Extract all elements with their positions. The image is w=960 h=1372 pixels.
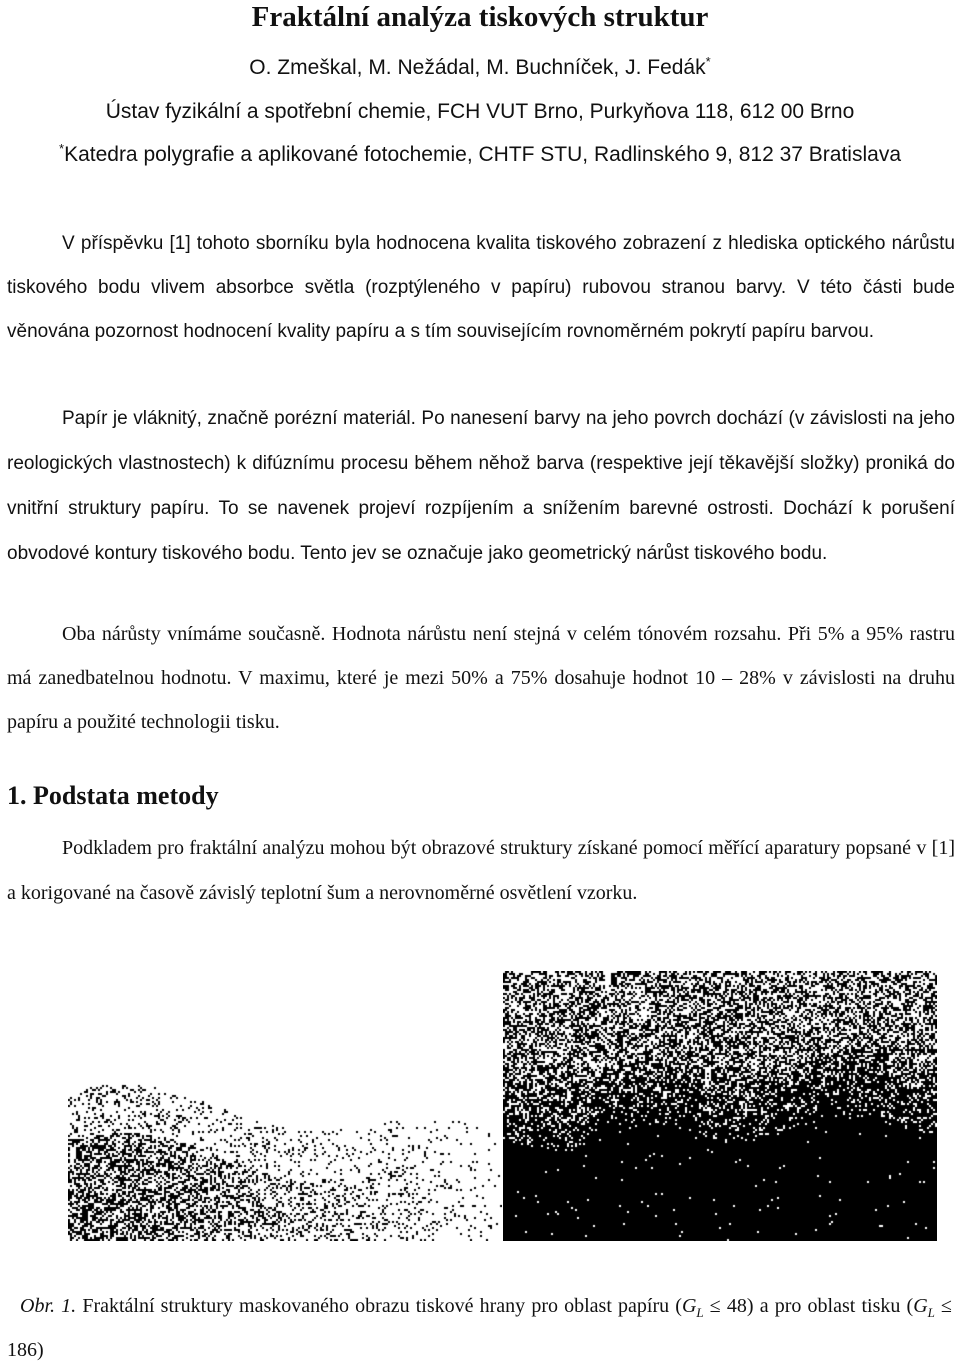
authors-line: [0, 56, 960, 80]
section-heading: 1. Podstata metody: [7, 781, 219, 810]
fractal-image-print: [503, 971, 937, 1241]
caption-symbol-gl-2: $G_L$: [913, 1295, 935, 1320]
caption-label: Obr. 1.: [20, 1295, 77, 1317]
paper-title: Fraktální analýza tiskových struktur: [251, 1, 709, 33]
paragraph-paper-structure-text: Papír je vláknitý, značně porézní materiál. Po nanesení barvy na jeho povrch dochází (v závislosti na jeho reologických vlastnostech) k difúznímu procesu během něhož barva (respektive její těkavější složky) proniká do vnitřní struktury papíru. To se navenek projeví rozpíjením a snížením barevné ostrosti. Dochází k porušení obvodové kontury tiskového bodu. Tento jev se označuje jako geometrický nárůst tiskového bodu.: [7, 408, 955, 564]
paragraph-paper-structure: [7, 396, 955, 576]
affiliation-2-line: [0, 143, 960, 167]
caption-text-b: ≤ 48) a pro oblast tisku (: [703, 1295, 914, 1317]
paragraph-intro: V příspěvku [1] tohoto sborníku byla hodnocena kvalita tiskového zobrazení z hlediska optického nárůstu tiskového bodu vlivem absorbce světla (rozptýleného v papíru) rubovou stranou barvy. V této části bude věnována pozornost hodnocení kvality papíru a s tím souvisejícím rovnoměrném pokrytí papíru barvou.: [7, 233, 955, 342]
authors-text: O. Zmeškal, M. Nežádal, M. Buchníček, J. Fedák: [249, 56, 706, 79]
caption-text-a: Fraktální struktury maskovaného obrazu tiskové hrany pro oblast papíru (: [76, 1295, 682, 1317]
affiliation-1: Ústav fyzikální a spotřební chemie, FCH VUT Brno, Purkyňova 118, 612 00 Brno: [105, 100, 855, 123]
fractal-image-paper: [68, 971, 502, 1241]
affiliation-2: Katedra polygrafie a aplikované fotochemie, CHTF STU, Radlinského 9, 812 37 Bratislava: [64, 143, 901, 166]
caption-text-c: ≤ 186): [7, 1295, 952, 1361]
paragraph-dot-gain: Oba nárůsty vnímáme současně. Hodnota nárůstu není stejná v celém tónovém rozsahu. Při 5% a 95% rastru má zanedbatelnou hodnotu. V maximu, které je mezi 50% a 75% dosahuje hodnot 10 – 28% v závislosti na druhu papíru a použité technologii tisku.: [7, 623, 955, 733]
affiliation-footnote-mark: *: [59, 141, 65, 156]
caption-symbol-gl-1: $G_L$: [681, 1295, 704, 1320]
paragraph-method: Podkladem pro fraktální analýzu mohou být obrazové struktury získané pomocí měřící aparatury popsané v [1] a korigované na časově závislý teplotní šum a nerovnoměrné osvětlení vzorku.: [7, 837, 955, 904]
figure-fractal-structures: [0, 971, 960, 1271]
author-footnote-mark: *: [705, 54, 711, 69]
figure-caption: [7, 1284, 952, 1372]
